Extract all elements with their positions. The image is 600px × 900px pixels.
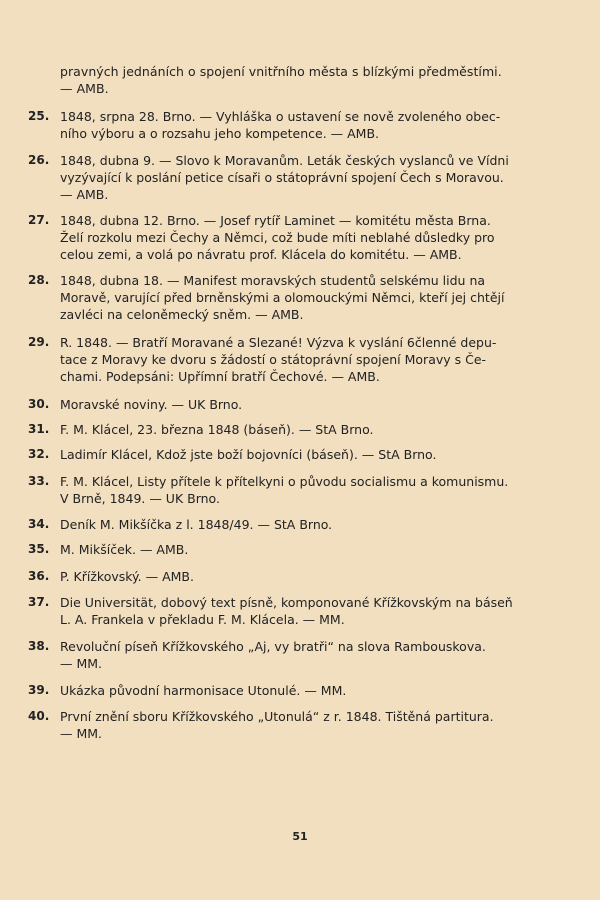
- entry-line: Moravě, varující před brněnskými a olomouckými Němci, kteří jej chtějí: [60, 290, 505, 305]
- entry-line: R. 1848. — Bratří Moravané a Slezané! Výzva k vyslání 6členné depu-: [60, 335, 497, 350]
- entry-line: Die Universität, dobový text písně, komponované Křížkovským na báseň: [60, 595, 513, 610]
- entry-line: Moravské noviny. — UK Brno.: [60, 397, 243, 412]
- entry-text: [60, 446, 528, 463]
- entry-line: F. M. Klácel, Listy přítele k přítelkyni o původu socialismu a komunismu.: [60, 474, 509, 489]
- entry-number: 27.: [28, 213, 50, 227]
- entry-line: První znění sboru Křížkovského „Utonulá“ z r. 1848. Tištěná partitura.: [60, 709, 494, 724]
- entry-line: 1848, dubna 18. — Manifest moravských studentů selskému lidu na: [60, 273, 486, 288]
- entry-number: 29.: [28, 335, 50, 349]
- entry-line: — MM.: [60, 656, 103, 671]
- entry-text: [60, 682, 528, 699]
- entry-number: 26.: [28, 153, 50, 167]
- entry-number: 25.: [28, 109, 50, 123]
- entry-number: 38.: [28, 639, 50, 653]
- entry-line: vyzývající k poslání petice císaři o státoprávní spojení Čech s Moravou.: [60, 170, 504, 185]
- entry-number: 36.: [28, 569, 50, 583]
- entry-line: L. A. Frankela v překladu F. M. Klácela. — MM.: [60, 612, 345, 627]
- entry-line: chami. Podepsáni: Upřímní bratří Čechové. — AMB.: [60, 369, 380, 384]
- continuation-line: — AMB.: [60, 81, 109, 96]
- entry-number: 35.: [28, 542, 50, 556]
- entry-line: 1848, dubna 12. Brno. — Josef rytíř Laminet — komitétu města Brna.: [60, 213, 491, 228]
- entry-line: — MM.: [60, 726, 103, 741]
- entry-line: celou zemi, a volá po návratu prof. Klácela do komitétu. — AMB.: [60, 247, 462, 262]
- entry-text: [60, 396, 528, 413]
- entry-line: ního výboru a o rozsahu jeho kompetence. — AMB.: [60, 126, 380, 141]
- entry-text: [60, 473, 528, 507]
- entry-number: 30.: [28, 397, 50, 411]
- entry-text: [60, 421, 528, 438]
- continuation-line: pravných jednáních o spojení vnitřního města s blízkými předměstími.: [60, 64, 502, 79]
- entry-text: [60, 152, 528, 203]
- entry-text: [60, 708, 528, 742]
- entry-number: 40.: [28, 709, 50, 723]
- entry-number: 28.: [28, 273, 50, 287]
- entry-text: [60, 568, 528, 585]
- entry-number: 39.: [28, 683, 50, 697]
- entry-text: [60, 541, 528, 558]
- entry-text: [60, 272, 528, 323]
- entry-number: 34.: [28, 517, 50, 531]
- entry-text: [60, 638, 528, 672]
- entry-line: 1848, srpna 28. Brno. — Vyhláška o ustavení se nově zvoleného obec-: [60, 109, 501, 124]
- entry-line: — AMB.: [60, 187, 109, 202]
- entry-number: 31.: [28, 422, 50, 436]
- entry-line: Ukázka původní harmonisace Utonulé. — MM.: [60, 683, 347, 698]
- entry-line: Ladimír Klácel, Kdož jste boží bojovníci (báseň). — StA Brno.: [60, 447, 437, 462]
- entry-line: V Brně, 1849. — UK Brno.: [60, 491, 220, 506]
- entry-line: 1848, dubna 9. — Slovo k Moravanům. Leták českých vyslanců ve Vídni: [60, 153, 509, 168]
- entry-text: [60, 108, 528, 142]
- entry-line: P. Křížkovský. — AMB.: [60, 569, 194, 584]
- entry-text: [60, 334, 528, 385]
- entry-line: zavléci na celoněmecký sněm. — AMB.: [60, 307, 304, 322]
- entry-line: M. Mikšíček. — AMB.: [60, 542, 189, 557]
- page-number: 51: [292, 830, 308, 843]
- entry-text: [60, 212, 528, 263]
- entry-line: F. M. Klácel, 23. března 1848 (báseň). — StA Brno.: [60, 422, 374, 437]
- entry-line: Deník M. Mikšíčka z l. 1848/49. — StA Brno.: [60, 517, 333, 532]
- entry-number: 32.: [28, 447, 50, 461]
- entry-text: [60, 516, 528, 533]
- continuation-text: [60, 63, 530, 97]
- entry-number: 33.: [28, 474, 50, 488]
- entry-line: Revoluční píseň Křížkovského „Aj, vy bratři“ na slova Rambouskova.: [60, 639, 486, 654]
- entry-number: 37.: [28, 595, 50, 609]
- entry-line: tace z Moravy ke dvoru s žádostí o státoprávní spojení Moravy s Če-: [60, 352, 487, 367]
- entry-text: [60, 594, 528, 628]
- entry-line: Želí rozkolu mezi Čechy a Němci, což bude míti neblahé důsledky pro: [60, 230, 495, 245]
